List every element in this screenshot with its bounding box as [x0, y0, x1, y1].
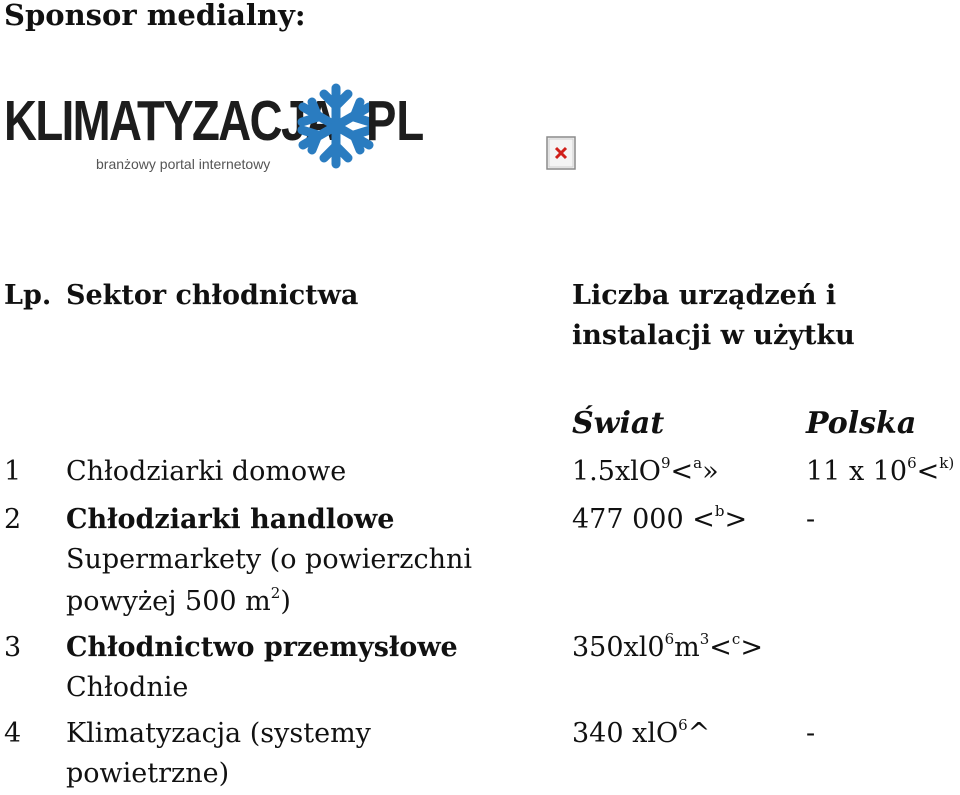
- row-3-sector: Chłodnictwo przemysłowe: [66, 632, 458, 663]
- col-lp-header: Lp.: [4, 280, 52, 311]
- row-1-number: 1: [4, 456, 22, 487]
- row-2-number: 2: [4, 504, 22, 535]
- logo-suffix: PL: [366, 89, 425, 153]
- logo-word: KLIMATYZACJA: [4, 89, 337, 153]
- row-3-subsector: Chłodnie: [66, 672, 189, 703]
- logo-tagline: branżowy portal internetowy: [96, 156, 271, 172]
- row-4-poland: -: [806, 718, 816, 749]
- row-3-number: 3: [4, 632, 22, 663]
- sponsor-heading: Sponsor medialny:: [4, 0, 306, 32]
- row-4-sector-line1: Klimatyzacja (systemy: [66, 718, 371, 749]
- row-2-poland: -: [806, 504, 816, 535]
- row-2-subsector-line1: Supermarkety (o powierzchni: [66, 544, 472, 575]
- row-4-world: 340 xlO$^6$^: [572, 716, 711, 749]
- broken-image-icon: [546, 136, 576, 170]
- col-poland-header: Polska: [806, 406, 917, 441]
- col-world-header: Świat: [572, 406, 665, 441]
- row-1-sector: Chłodziarki domowe: [66, 456, 347, 487]
- row-4-number: 4: [4, 718, 22, 749]
- row-2-world: 477 000 <$^b$>: [572, 502, 748, 535]
- row-2-subsector-line2: powyżej 500 $m^2$): [66, 584, 291, 617]
- row-4-sector-line2: powietrzne): [66, 758, 230, 789]
- row-2-sector: Chłodziarki handlowe: [66, 504, 395, 535]
- row-3-world: $350xl0^6m^3<^c>$: [572, 630, 763, 663]
- sponsor-logo[interactable]: [4, 82, 444, 182]
- col-count-header-line2: instalacji w użytku: [572, 320, 855, 351]
- row-1-poland: 11 x $10^6<^{k)}$: [806, 454, 955, 487]
- row-1-world: 1.5xlO$^9$<$^a$»: [572, 454, 719, 487]
- col-sector-header: Sektor chłodnictwa: [66, 280, 359, 311]
- col-count-header-line1: Liczba urządzeń i: [572, 280, 837, 311]
